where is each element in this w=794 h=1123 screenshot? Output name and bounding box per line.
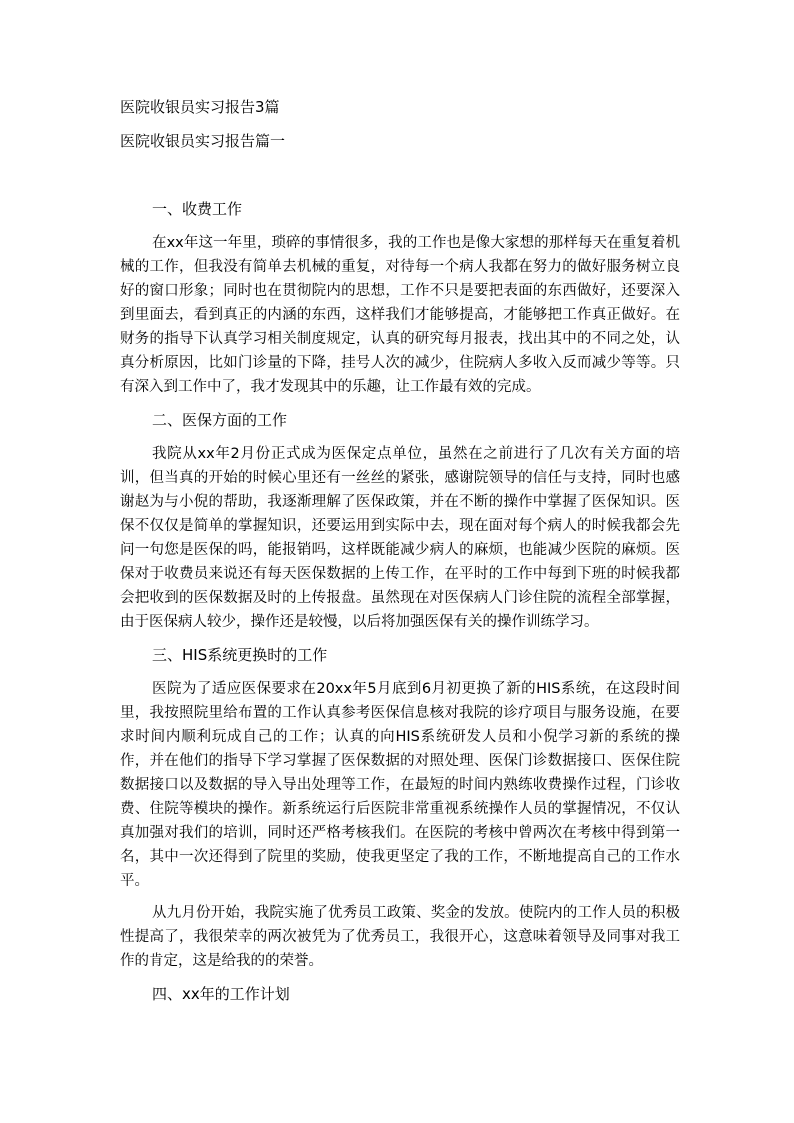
section-3-paragraph-2: 从九月份开始，我院实施了优秀员工政策、奖金的发放。使院内的工作人员的积极性提高了，我很荣幸的两次被凭为了优秀员工，我很开心，这意味着领导及同事对我工作的肯定，这是给我的的荣誉。 bbox=[120, 905, 680, 969]
section-1-paragraph-1: 在xx年这一年里，琐碎的事情很多，我的工作也是像大家想的那样每天在重复着机械的工作，但我没有简单去机械的重复，对待每一个病人我都在努力的做好服务树立良好的窗口形象；同时也在贯彻院内的思想，工作不只是要把表面的东西做好，还要深入到里面去，看到真正的内涵的东西，这样我们才能够提高，才能够把工作真正做好。在财务的指导下认真学习相关制度规定，认真的研究每月报表，找出其中的不同之处，认真分析原因，比如门诊量的下降，挂号人次的减少，住院病人多收入反而减少等等。只有深入到工作中了，我才发现其中的乐趣，让工作最有效的完成。 bbox=[120, 235, 680, 395]
document-title: 医院收银员实习报告3篇 bbox=[120, 98, 280, 116]
section-3-paragraph-1: 医院为了适应医保要求在20xx年5月底到6月初更换了新的HIS系统，在这段时间里，我按照院里给布置的工作认真参考医保信息核对我院的诊疗项目与服务设施，在要求时间内顺利玩成自己的工作；认真的向HIS系统研发人员和小倪学习新的系统的操作，并在他们的指导下学习掌握了医保数据的对照处理、医保门诊数据接口、医保住院数据接口以及数据的导入导出处理等工作，在最短的时间内熟练收费操作过程，门诊收费、住院等模块的操作。新系统运行后医院非常重视系统操作人员的掌握情况，不仅认真加强对我们的培训，同时还严格考核我们。在医院的考核中曾两次在考核中得到第一名，其中一次还得到了院里的奖励，使我更坚定了我的工作，不断地提高自己的工作水平。 bbox=[120, 681, 680, 889]
section-heading-4: 四、xx年的工作计划 bbox=[152, 985, 290, 1003]
section-heading-1: 一、收费工作 bbox=[152, 200, 243, 218]
document-body bbox=[120, 196, 680, 1016]
section-heading-2: 二、医保方面的工作 bbox=[152, 411, 288, 429]
section-heading-3: 三、HIS系统更换时的工作 bbox=[152, 646, 328, 664]
document-subtitle: 医院收银员实习报告篇一 bbox=[120, 132, 286, 150]
section-2-paragraph-1: 我院从xx年2月份正式成为医保定点单位，虽然在之前进行了几次有关方面的培训，但当真的开始的时候心里还有一丝丝的紧张，感谢院领导的信任与支持，同时也感谢赵为与小倪的帮助，我逐渐理解了医保政策，并在不断的操作中掌握了医保知识。医保不仅仅是简单的掌握知识，还要运用到实际中去，现在面对每个病人的时候我都会先问一句您是医保的吗，能报销吗，这样既能减少病人的麻烦，也能减少医院的麻烦。医保对于收费员来说还有每天医保数据的上传工作，在平时的工作中每到下班的时候我都会把收到的医保数据及时的上传报盘。虽然现在对医保病人门诊住院的流程全部掌握，由于医保病人较少，操作还是较慢，以后将加强医保有关的操作训练学习。 bbox=[120, 446, 680, 630]
